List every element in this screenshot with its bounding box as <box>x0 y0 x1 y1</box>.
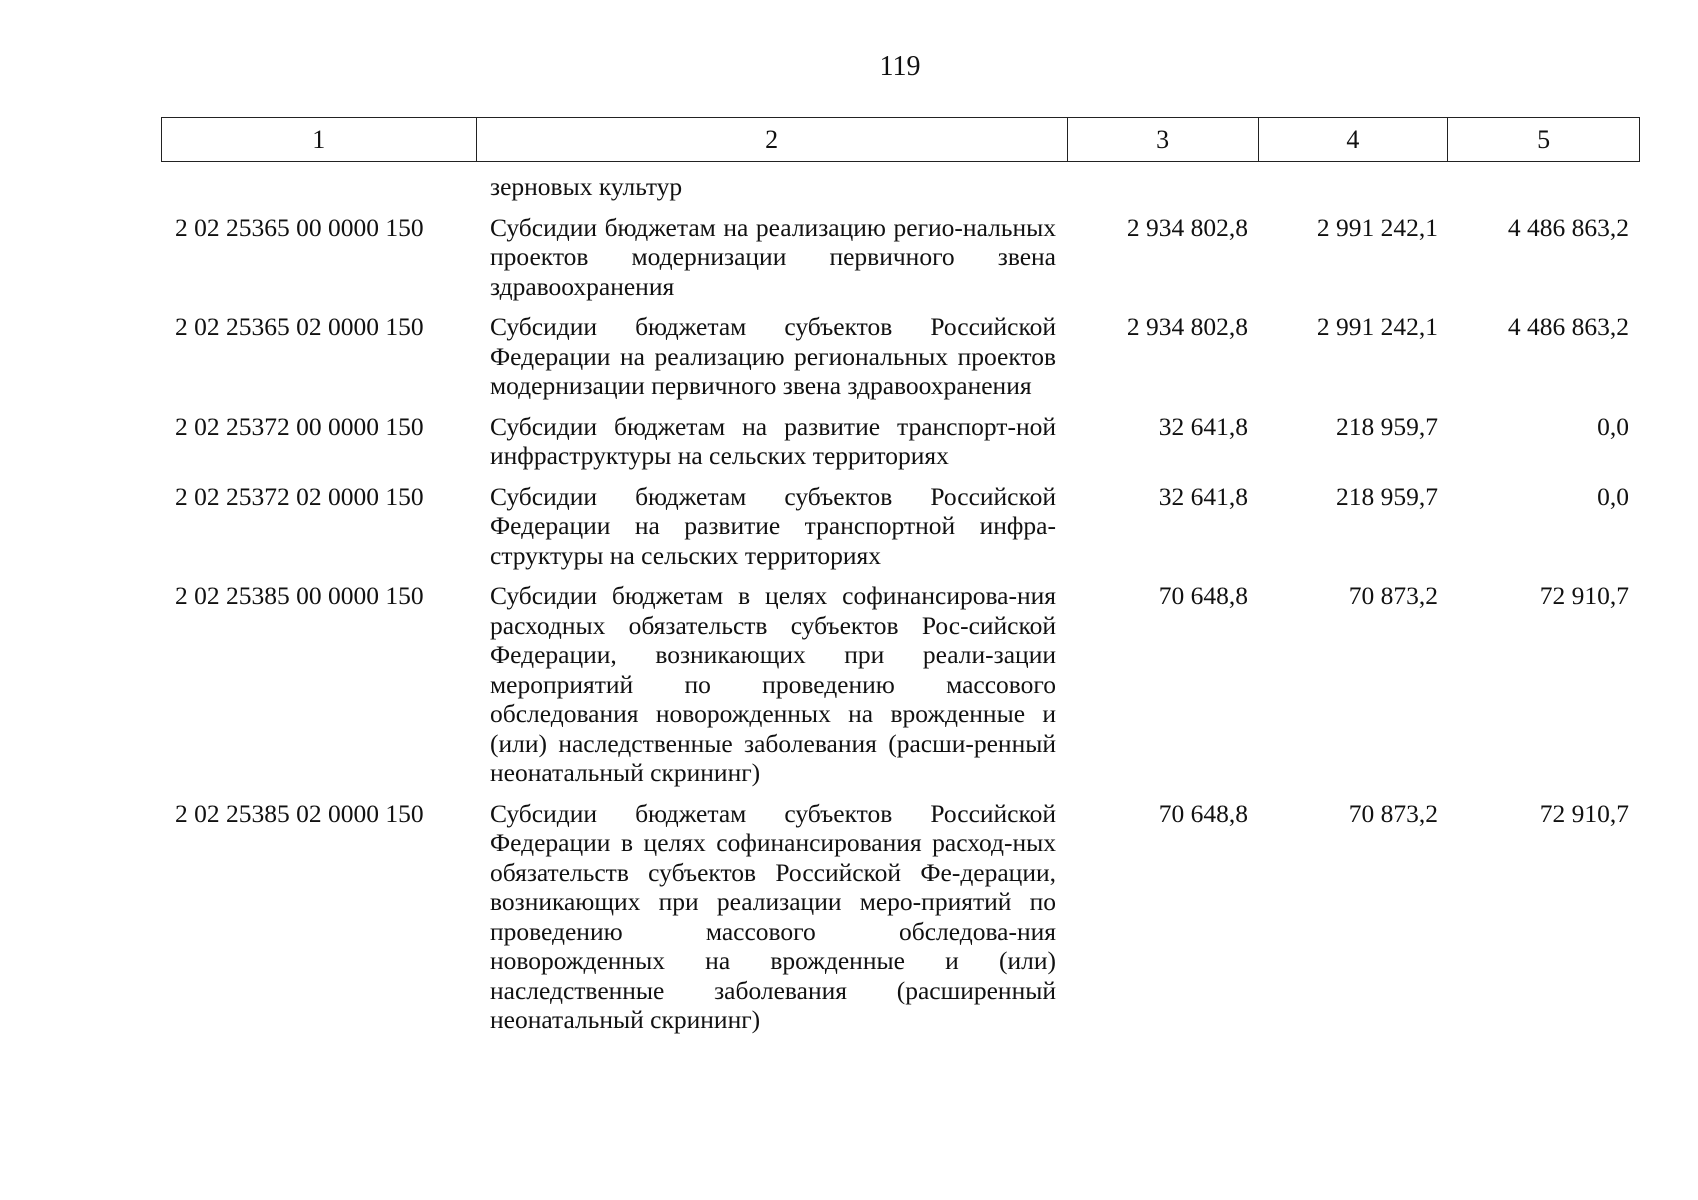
row-value-col3: 32 641,8 <box>1158 411 1248 441</box>
row-value-col3: 2 934 802,8 <box>1126 212 1248 242</box>
page-number: 119 <box>879 51 921 82</box>
row-code: 2 02 25385 00 0000 150 <box>175 581 424 610</box>
row-value-col4: 218 959,7 <box>1336 481 1438 511</box>
row-description: Субсидии бюджетам в целях софинансирова-ния расходных обязательств субъектов Рос-сийской Федерации, возникающих при реали-зации мероприятий по проведению массового обследования новорожденных на врожденные и (или) наследственные заболевания (расши-ренный неонатальный скрининг) <box>490 581 1056 787</box>
column-header-5: 5 <box>1537 124 1551 154</box>
row-value-col5: 4 486 863,2 <box>1507 212 1629 242</box>
table-body <box>161 172 1640 1035</box>
row-value-col5: 0,0 <box>1597 411 1629 441</box>
row-value-col4: 218 959,7 <box>1336 411 1438 441</box>
row-code: 2 02 25372 02 0000 150 <box>175 481 424 511</box>
row-value-col4: 2 991 242,1 <box>1316 312 1438 341</box>
table-row <box>161 412 1640 471</box>
column-header-1: 1 <box>162 118 477 161</box>
row-value-col3: 70 648,8 <box>1158 798 1248 828</box>
column-header-4: 4 <box>1259 118 1449 161</box>
row-value-col3: 32 641,8 <box>1158 481 1248 511</box>
row-description: Субсидии бюджетам субъектов Российской Федерации на развитие транспортной инфра-структуры на сельских территориях <box>490 481 1056 570</box>
row-description: Субсидии бюджетам на реализацию регио-нальных проектов модернизации первичного звена здравоохранения <box>490 212 1056 301</box>
table-row <box>161 799 1640 1035</box>
row-value-col4: 70 873,2 <box>1348 581 1438 610</box>
table-row <box>161 482 1640 571</box>
row-value-col5: 0,0 <box>1597 481 1629 511</box>
row-value-col5: 4 486 863,2 <box>1507 312 1629 341</box>
row-description: Субсидии бюджетам на развитие транспорт-ной инфраструктуры на сельских территориях <box>490 411 1056 470</box>
row-code: 2 02 25372 00 0000 150 <box>175 411 424 441</box>
row-description: Субсидии бюджетам субъектов Российской Федерации в целях софинансирования расход-ных обязательств субъектов Российской Фе-дерации, возникающих при реализации меро-приятий по проведению массового обследова-ния новорожденных на врожденные и (или) наследственные заболевания (расширенный неонатальный скрининг) <box>490 798 1056 1034</box>
column-header-3: 3 <box>1068 118 1259 161</box>
row-code: 2 02 25365 02 0000 150 <box>175 312 424 341</box>
row-value-col3: 70 648,8 <box>1158 581 1248 610</box>
table-row <box>161 213 1640 302</box>
row-value-col5: 72 910,7 <box>1539 798 1629 828</box>
row-value-col4: 2 991 242,1 <box>1316 212 1438 242</box>
table-row <box>161 172 1640 202</box>
table-header <box>161 117 1640 162</box>
row-value-col4: 70 873,2 <box>1348 798 1438 828</box>
row-value-col5: 72 910,7 <box>1539 581 1629 610</box>
row-description: зерновых культур <box>490 172 683 201</box>
row-description: Субсидии бюджетам субъектов Российской Федерации на реализацию региональных проектов модернизации первичного звена здравоохранения <box>490 312 1056 400</box>
row-code: 2 02 25365 00 0000 150 <box>175 212 424 242</box>
table-row <box>161 581 1640 788</box>
column-header-2: 2 <box>477 118 1068 161</box>
table-row <box>161 312 1640 401</box>
row-code: 2 02 25385 02 0000 150 <box>175 798 424 828</box>
row-value-col3: 2 934 802,8 <box>1126 312 1248 341</box>
